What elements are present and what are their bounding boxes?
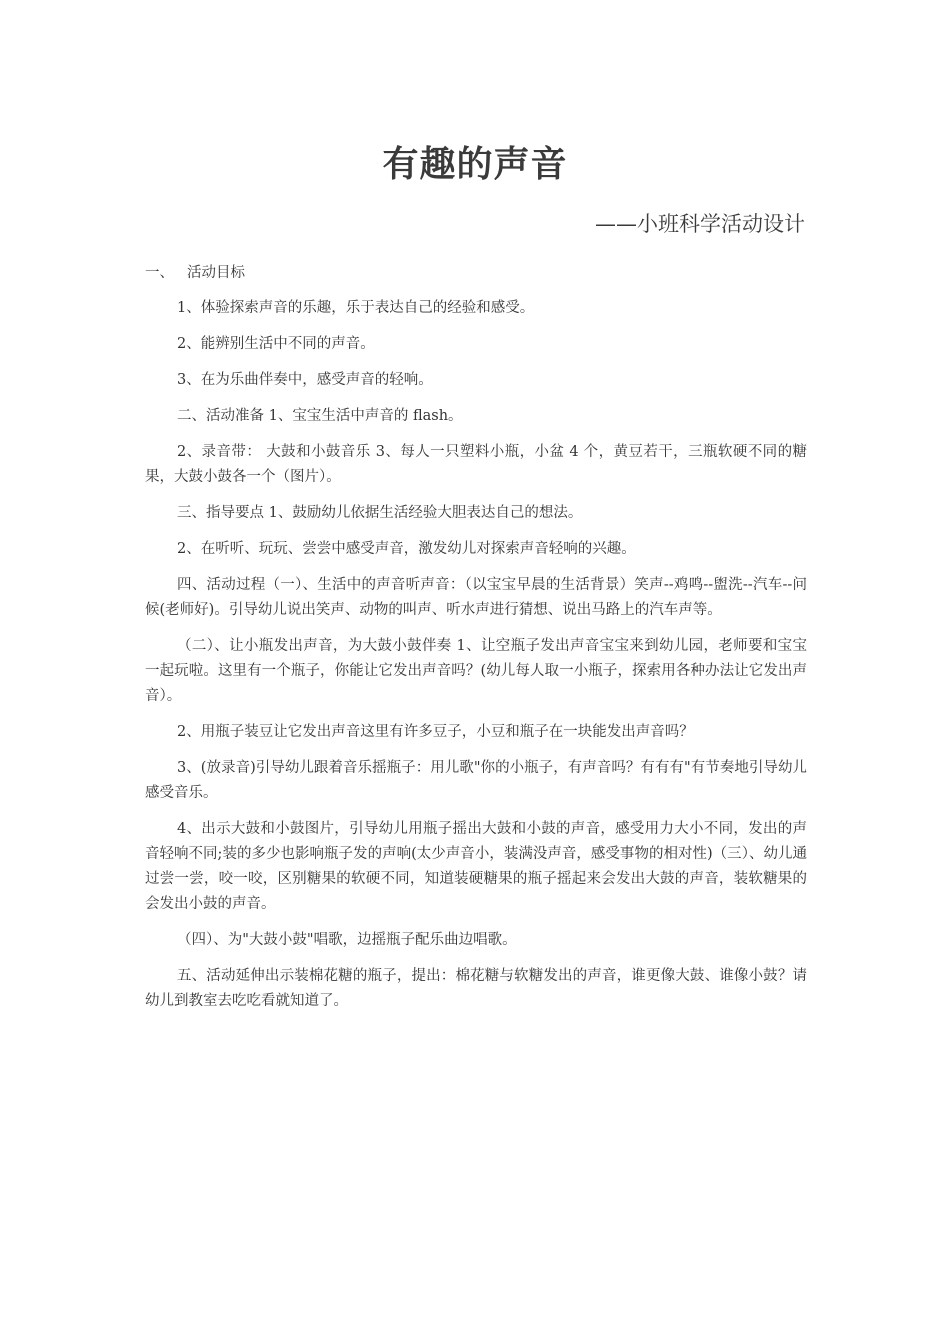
section-heading-text: 活动目标 — [187, 265, 245, 281]
section-heading — [145, 258, 807, 288]
paragraph-extension: 五、活动延伸出示装棉花糖的瓶子，提出：棉花糖与软糖发出的声音，谁更像大鼓、谁像小鼓？请幼儿到教室去吃吃看就知道了。 — [145, 968, 807, 1009]
paragraph-process-3: 2、用瓶子装豆让它发出声音这里有许多豆子，小豆和瓶子在一块能发出声音吗？ — [177, 724, 694, 740]
document-title: 有趣的声音 — [382, 144, 568, 185]
paragraph-preparation-2: 2、录音带： 大鼓和小鼓音乐 3、每人一只塑料小瓶，小盆 4 个，黄豆若干，三瓶软硬不同的糖果，大鼓小鼓各一个（图片）。 — [145, 444, 807, 485]
document-subtitle: ——小班科学活动设计 — [595, 212, 805, 236]
section-number: 一、 — [145, 265, 174, 281]
document-body — [145, 258, 807, 1025]
paragraph-preparation-1: 二、活动准备 1、宝宝生活中声音的 flash。 — [177, 408, 463, 424]
paragraph-process-1: 四、活动过程（一）、生活中的声音听声音：（以宝宝早晨的生活背景）笑声--鸡鸣--盥洗--汽车--问候(老师好)。引导幼儿说出笑声、动物的叫声、听水声进行猜想、说出马路上的汽车声等。 — [145, 577, 807, 618]
paragraph-goal-3: 3、在为乐曲伴奏中，感受声音的轻响。 — [177, 372, 433, 388]
paragraph-process-2: （二）、让小瓶发出声音，为大鼓小鼓伴奏 1、让空瓶子发出声音宝宝来到幼儿园，老师要和宝宝一起玩啦。这里有一个瓶子，你能让它发出声音吗？(幼儿每人取一小瓶子，探索用各种办法让它发出声音）。 — [145, 638, 807, 704]
paragraph-guidance-2: 2、在听听、玩玩、尝尝中感受声音，激发幼儿对探索声音轻响的兴趣。 — [177, 541, 636, 557]
paragraph-process-6: （四）、为"大鼓小鼓"唱歌，边摇瓶子配乐曲边唱歌。 — [177, 932, 517, 948]
paragraph-goal-1: 1、体验探索声音的乐趣，乐于表达自己的经验和感受。 — [177, 300, 535, 316]
paragraph-process-5: 4、出示大鼓和小鼓图片，引导幼儿用瓶子摇出大鼓和小鼓的声音，感受用力大小不同，发出的声音轻响不同;装的多少也影响瓶子发的声响(太少声音小，装满没声音，感受事物的相对性)（三）、幼儿通过尝一尝，咬一咬，区别糖果的软硬不同，知道装硬糖果的瓶子摇起来会发出大鼓的声音，装软糖果的会发出小鼓的声音。 — [145, 821, 807, 912]
paragraph-goal-2: 2、能辨别生活中不同的声音。 — [177, 336, 375, 352]
paragraph-guidance-1: 三、指导要点 1、鼓励幼儿依据生活经验大胆表达自己的想法。 — [177, 505, 583, 521]
paragraph-process-4: 3、(放录音)引导幼儿跟着音乐摇瓶子：用儿歌"你的小瓶子，有声音吗？有有有"有节奏地引导幼儿感受音乐。 — [145, 760, 807, 801]
